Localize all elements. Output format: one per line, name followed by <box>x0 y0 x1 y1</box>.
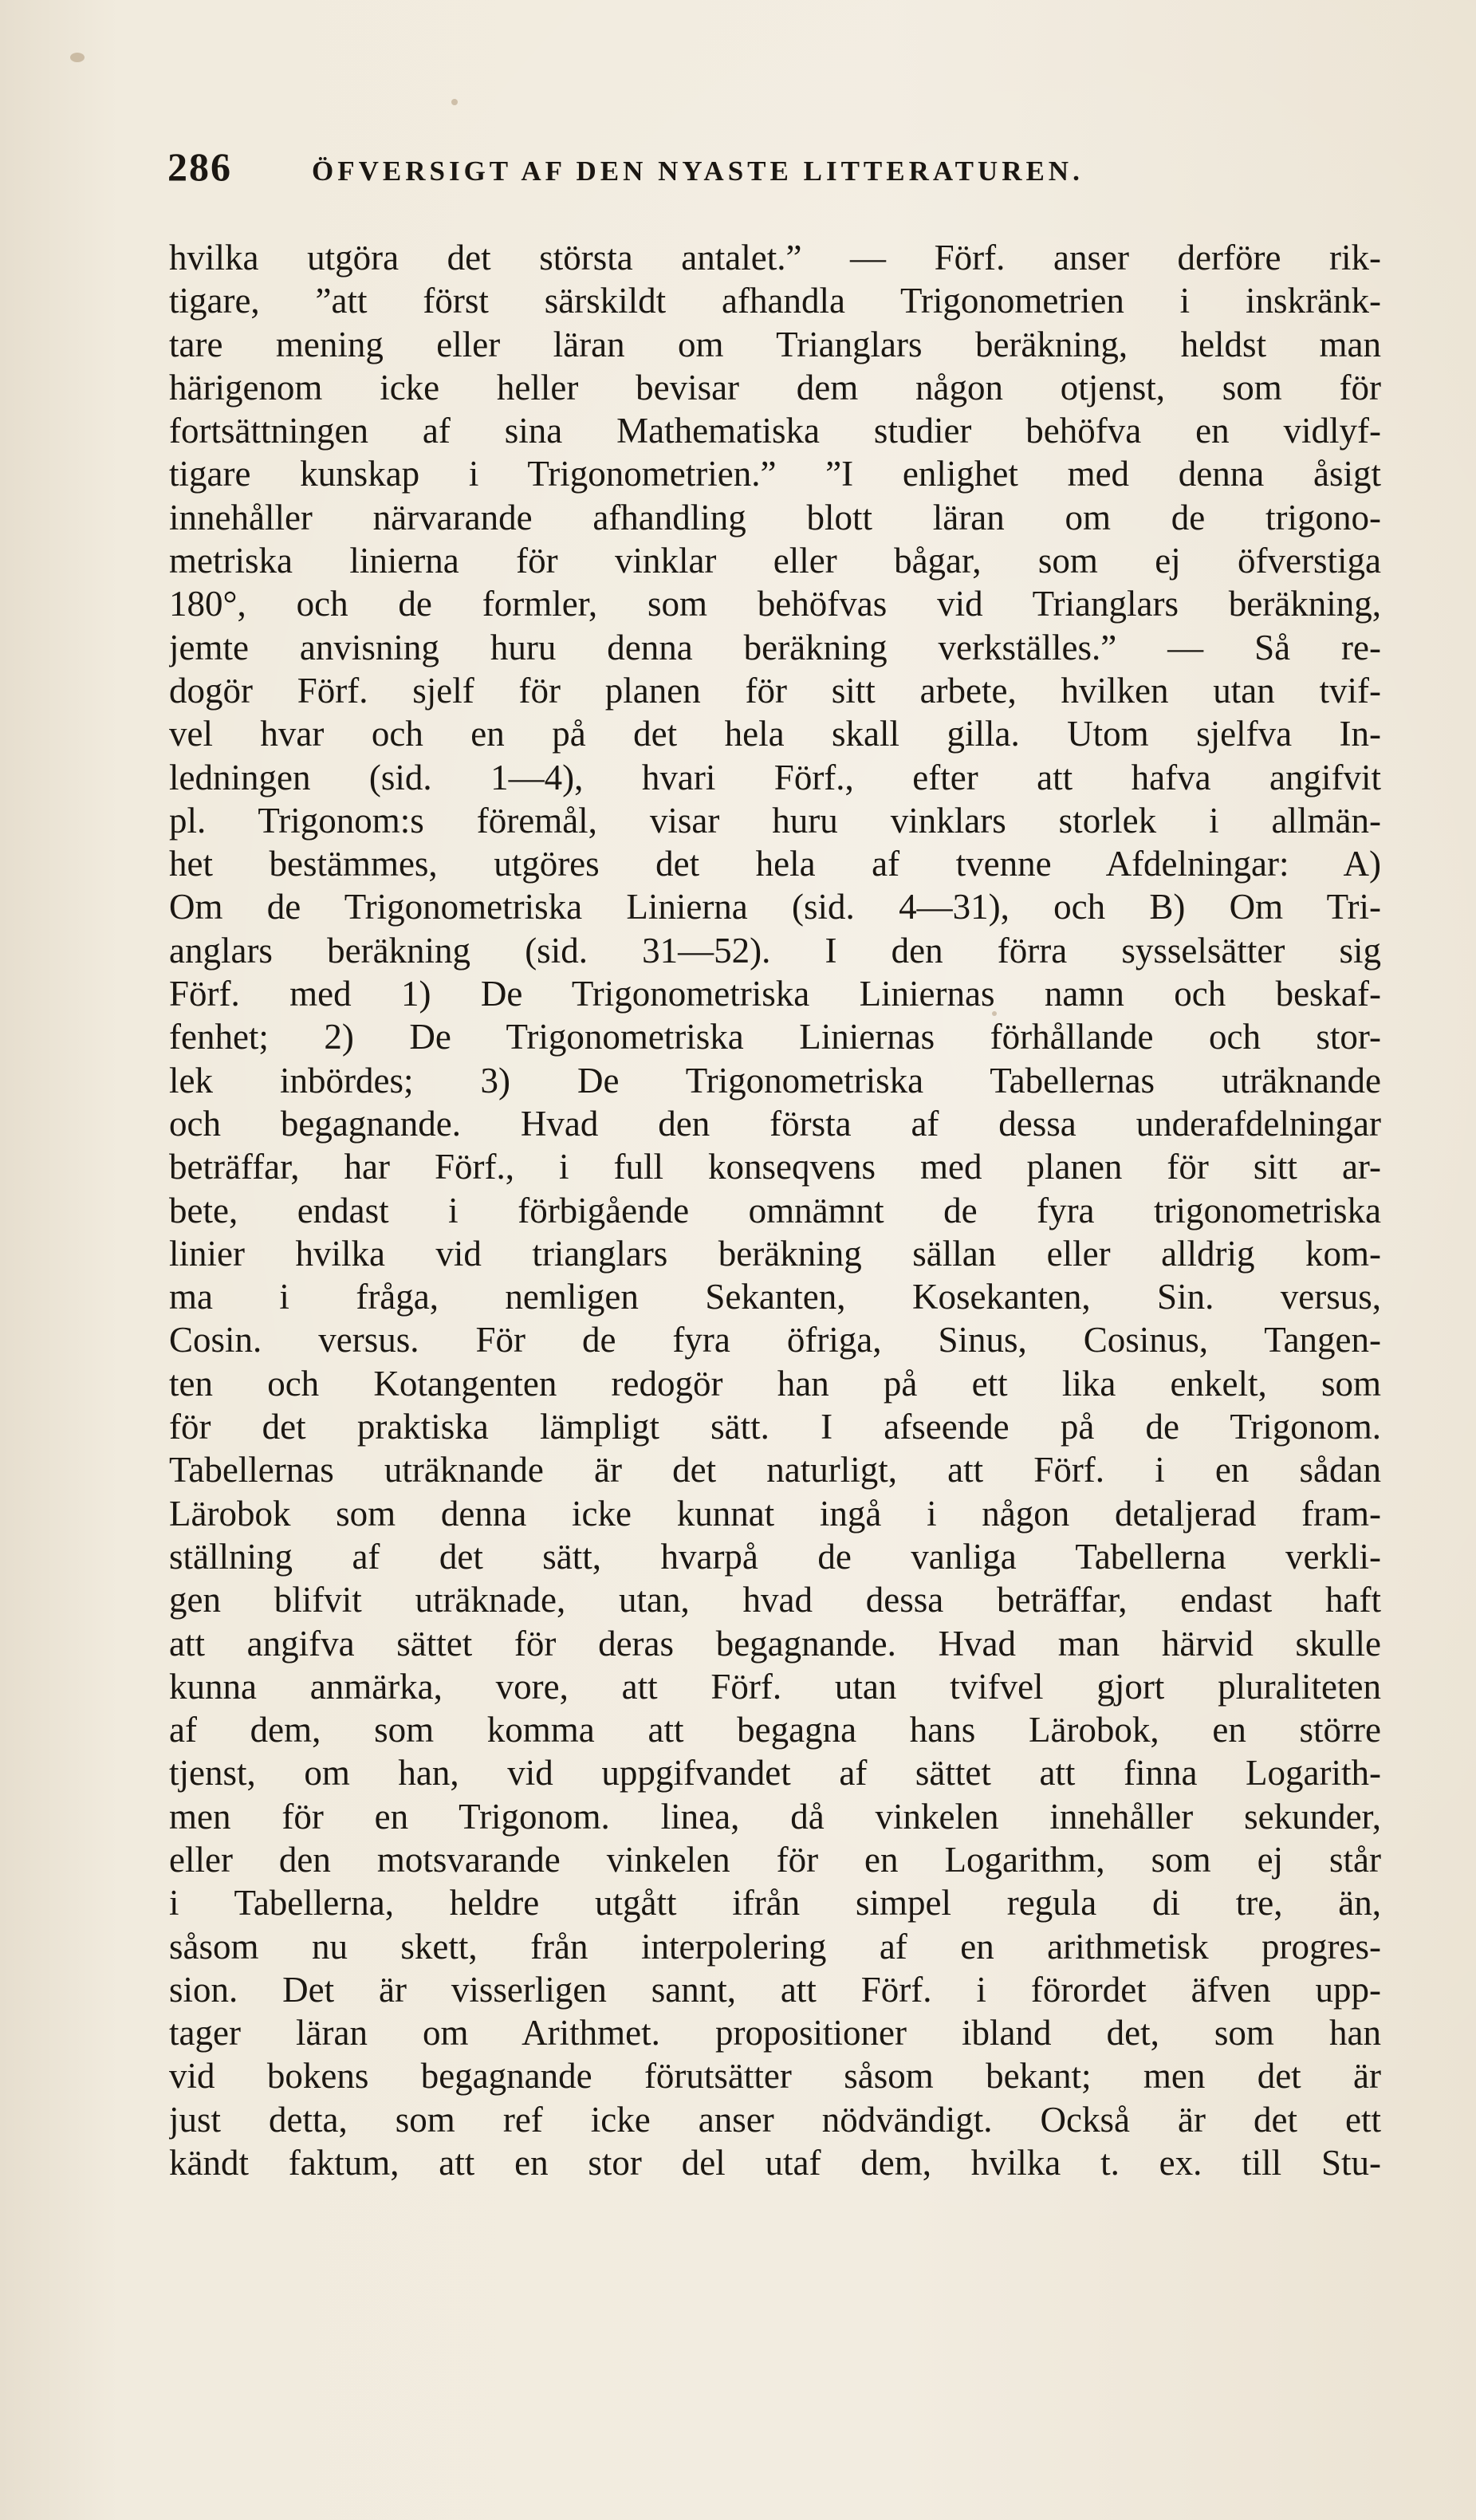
text-line: Cosin. versus. För de fyra öfriga, Sinus, Cosinus, Tangen- <box>169 1320 1381 1360</box>
text-line: pl. Trigonom:s föremål, visar huru vinklars storlek i allmän- <box>169 800 1381 841</box>
text-line: Tabellernas uträknande är det naturligt, att Förf. i en sådan <box>169 1450 1381 1490</box>
text-line: innehåller närvarande afhandling blott läran om de trigono- <box>169 497 1381 537</box>
text-line: såsom nu skett, från interpolering af en arithmetisk progres- <box>169 1926 1381 1967</box>
text-line: vid bokens begagnande förutsätter såsom bekant; men det är <box>169 2056 1381 2097</box>
text-line: kunna anmärka, vore, att Förf. utan tvifvel gjort pluraliteten <box>169 1666 1381 1707</box>
text-line: tigare, ”att först särskildt afhandla Trigonometrien i inskränk- <box>169 281 1381 321</box>
text-line: Lärobok som denna icke kunnat ingå i någon detaljerad fram- <box>169 1493 1381 1534</box>
text-line: men för en Trigonom. linea, då vinkelen innehåller sekunder, <box>169 1796 1381 1837</box>
paper-blemish <box>70 53 85 62</box>
text-line: beträffar, har Förf., i full konseqvens med planen för sitt ar- <box>169 1147 1381 1187</box>
text-line: eller den motsvarande vinkelen för en Logarithm, som ej står <box>169 1839 1381 1880</box>
text-line: tare mening eller läran om Trianglars beräkning, heldst man <box>169 324 1381 364</box>
text-line: tjenst, om han, vid uppgifvandet af sättet att finna Logarith- <box>169 1753 1381 1794</box>
text-line: kändt faktum, att en stor del utaf dem, hvilka t. ex. till Stu- <box>169 2143 1381 2183</box>
body-text <box>169 236 1381 2184</box>
text-line: vel hvar och en på det hela skall gilla. Utom sjelfva In- <box>169 714 1381 754</box>
text-line: Förf. med 1) De Trigonometriska Liniernas namn och beskaf- <box>169 974 1381 1014</box>
text-line: 180°, och de formler, som behöfvas vid Trianglars beräkning, <box>169 584 1381 624</box>
paper-blemish <box>451 99 458 105</box>
text-line: sion. Det är visserligen sannt, att Förf. i förordet äfven upp- <box>169 1969 1381 2010</box>
page-header <box>167 144 1380 207</box>
text-line: ställning af det sätt, hvarpå de vanliga Tabellerna verkli- <box>169 1536 1381 1577</box>
text-line: anglars beräkning (sid. 31—52). I den förra sysselsätter sig <box>169 930 1381 971</box>
text-line: Om de Trigonometriska Linierna (sid. 4—31), och B) Om Tri- <box>169 887 1381 927</box>
text-line: att angifva sättet för deras begagnande. Hvad man härvid skulle <box>169 1623 1381 1664</box>
text-line: ma i fråga, nemligen Sekanten, Kosekanten, Sin. versus, <box>169 1277 1381 1317</box>
text-line: fortsättningen af sina Mathematiska studier behöfva en vidlyf- <box>169 411 1381 451</box>
text-line: linier hvilka vid trianglars beräkning sällan eller alldrig kom- <box>169 1233 1381 1274</box>
text-line: härigenom icke heller bevisar dem någon otjenst, som för <box>169 367 1381 408</box>
text-line: och begagnande. Hvad den första af dessa underafdelningar <box>169 1103 1381 1144</box>
page-number: 286 <box>167 144 232 189</box>
text-line: gen blifvit uträknade, utan, hvad dessa beträffar, endast haft <box>169 1580 1381 1620</box>
text-line: tigare kunskap i Trigonometrien.” ”I enlighet med denna åsigt <box>169 454 1381 494</box>
text-line: bete, endast i förbigående omnämnt de fyra trigonometriska <box>169 1190 1381 1230</box>
text-line: dogör Förf. sjelf för planen för sitt arbete, hvilken utan tvif- <box>169 670 1381 711</box>
text-line: af dem, som komma att begagna hans Lärobok, en större <box>169 1710 1381 1750</box>
text-line: lek inbördes; 3) De Trigonometriska Tabellernas uträknande <box>169 1060 1381 1101</box>
text-line: just detta, som ref icke anser nödvändigt. Också är det ett <box>169 2099 1381 2140</box>
text-line: metriska linierna för vinklar eller bågar, som ej öfverstiga <box>169 541 1381 581</box>
text-line: ledningen (sid. 1—4), hvari Förf., efter att hafva angifvit <box>169 757 1381 797</box>
running-title: ÖFVERSIGT AF DEN NYASTE LITTERATUREN. <box>312 156 1084 187</box>
text-line: i Tabellerna, heldre utgått ifrån simpel regula di tre, än, <box>169 1883 1381 1923</box>
text-line: ten och Kotangenten redogör han på ett lika enkelt, som <box>169 1363 1381 1404</box>
text-line: jemte anvisning huru denna beräkning verkställes.” — Så re- <box>169 627 1381 667</box>
text-line: fenhet; 2) De Trigonometriska Liniernas förhållande och stor- <box>169 1017 1381 1057</box>
text-line: het bestämmes, utgöres det hela af tvenne Afdelningar: A) <box>169 844 1381 884</box>
text-line: för det praktiska lämpligt sätt. I afseende på de Trigonom. <box>169 1407 1381 1447</box>
text-line: hvilka utgöra det största antalet.” — Förf. anser derföre rik- <box>169 238 1381 278</box>
text-line: tager läran om Arithmet. propositioner ibland det, som han <box>169 2013 1381 2053</box>
